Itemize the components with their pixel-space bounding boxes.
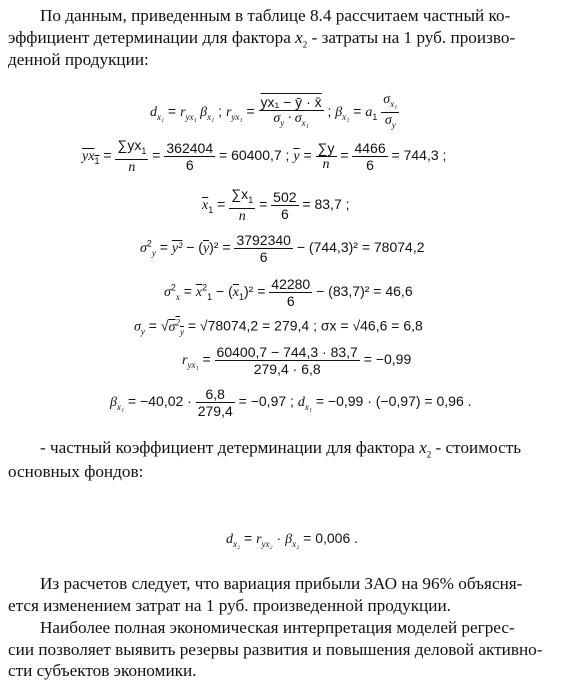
intro-line-3: денной продукции: xyxy=(8,50,149,69)
formula-line-9: $d_{x_2} = r_{yx_2} \cdot \beta_{x_2} = 0,006$ . xyxy=(226,530,359,549)
intro-line-2: эффициент детерминации для фактора $x_2$ - затраты на 1 руб. произво- xyxy=(8,28,516,50)
formula-line-4: $\sigma^2_y = y^2 - (\overline{y})^2$ = $\frac{3792340}{6}$ − (744,3)² = 78074,2 xyxy=(140,232,425,265)
para2-line-1: - частный коэффициент детерминации для фактора $x_2$ - стоимость xyxy=(40,438,522,460)
para2-line-2: основных фондов: xyxy=(8,462,144,481)
formula-line-8: $\beta_{x_1} = -40,02$ · $\frac{6,8}{279,4}$ = −0,97 ; $d_{x_1} = -0,99 \cdot (-0,97) = 0,96$ . xyxy=(110,386,472,419)
formula-line-5: $\sigma^2_x = \overline{x}^2_1 - (\overline{x}_1)^2$ = $\frac{42280}{6}$ − (83,7)² = 46,6 xyxy=(164,276,413,309)
formula-line-7: $r_{yx_1}$ = $\frac{60400,7 - 744,3 \cdot 83,7}{279,4 \cdot 6,8}$ = −0,99 xyxy=(182,344,412,377)
conclusion-line-1: Из расчетов следует, что вариация прибыли ЗАО на 96% объясня- xyxy=(40,574,523,593)
conclusion-line-5: сти субъектов экономики. xyxy=(8,661,197,680)
conclusion-line-3: Наиболее полная экономическая интерпретация моделей регрес- xyxy=(40,618,515,637)
intro-line-1: По данным, приведенным в таблице 8.4 рассчитаем частный ко- xyxy=(40,6,511,25)
formula-line-3: $\overline{x}_1$ = $\frac{\sum x_1}{n}$ = $\frac{502}{6}$ = 83,7 ; xyxy=(202,186,350,224)
formula-line-1: $d_{x_1} = r_{yx_1}$ $\beta_{x_1}$ ; $r_{yx_1}$ = $\frac{\text{yx₁ − ȳ · x̄}}{\sigma_y \cdot \sigma_{x_1}}$ ; $\beta_{x_1} = a_1$ $\frac{\sigma_{x_1}}{\sigma_y}$ xyxy=(150,92,398,130)
formula-line-6: $\sigma_y = √\sigma^2_y = √78074,2 = 279,4$ ; σx = √46,6 = 6,8 xyxy=(134,317,423,337)
formula-line-2: $yx_1$ = $\frac{\sum yx_1}{n}$ = $\frac{362404}{6}$ = 60400,7 ; $\overline{y}$ = $\frac{\sum y}{n}$ = $\frac{4466}{6}$ = 744,3 ; xyxy=(82,137,447,175)
conclusion-line-4: сии позволяет выявить резервы развития и повышения деловой активно- xyxy=(8,640,543,659)
conclusion-line-2: ется изменением затрат на 1 руб. произведенной продукции. xyxy=(8,596,451,615)
